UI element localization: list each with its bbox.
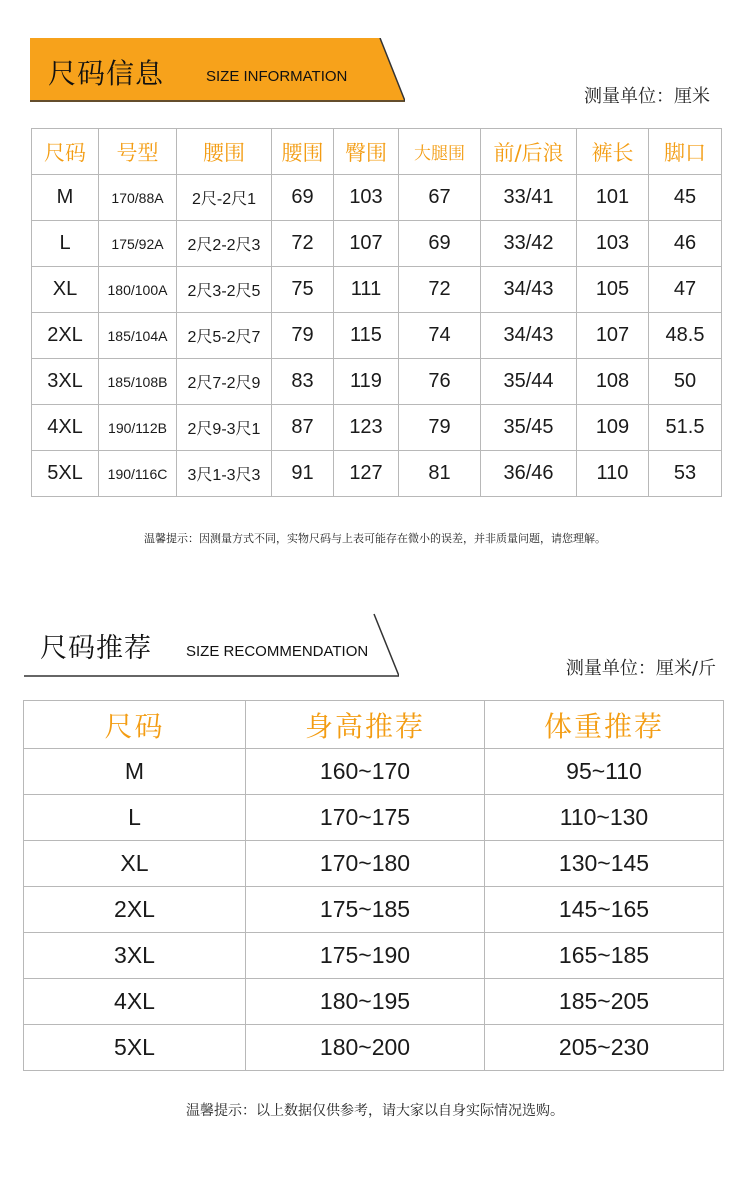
- table-cell: 115: [334, 313, 399, 359]
- table-cell: 185~205: [485, 979, 724, 1025]
- size-info-table: [31, 128, 722, 497]
- header-cell: 大腿围: [399, 129, 481, 175]
- table-cell: 110~130: [485, 795, 724, 841]
- table-cell: 69: [272, 175, 334, 221]
- table-cell: 190/112B: [99, 405, 177, 451]
- table-cell: 83: [272, 359, 334, 405]
- table-cell: 3尺1-3尺3: [177, 451, 272, 497]
- table-row: [24, 795, 724, 841]
- table-cell: 53: [649, 451, 722, 497]
- table-row: [32, 359, 722, 405]
- table-cell: 175~190: [246, 933, 485, 979]
- table-cell: 205~230: [485, 1025, 724, 1071]
- size-recommendation-table: [23, 700, 724, 1071]
- size-info-note: 温馨提示：因测量方式不同，实物尺码与上表可能存在微小的误差，并非质量问题，请您理解。: [144, 532, 606, 545]
- table-cell: 51.5: [649, 405, 722, 451]
- size-info-header-row: [32, 129, 722, 175]
- table-row: [24, 979, 724, 1025]
- table-cell: XL: [24, 841, 246, 887]
- table-cell: 50: [649, 359, 722, 405]
- header-cell: 裤长: [577, 129, 649, 175]
- table-row: [32, 313, 722, 359]
- table-cell: 2XL: [32, 313, 99, 359]
- table-cell: 175/92A: [99, 221, 177, 267]
- header-cell: 尺码: [32, 129, 99, 175]
- table-cell: 91: [272, 451, 334, 497]
- table-cell: 107: [577, 313, 649, 359]
- table-row: [24, 841, 724, 887]
- table-cell: 123: [334, 405, 399, 451]
- table-row: [24, 933, 724, 979]
- table-cell: 87: [272, 405, 334, 451]
- table-cell: M: [32, 175, 99, 221]
- table-cell: 2尺-2尺1: [177, 175, 272, 221]
- table-row: [24, 1025, 724, 1071]
- table-cell: 170~175: [246, 795, 485, 841]
- table-cell: XL: [32, 267, 99, 313]
- size-info-subtitle: SIZE INFORMATION: [206, 68, 348, 85]
- table-cell: 4XL: [32, 405, 99, 451]
- table-cell: 74: [399, 313, 481, 359]
- table-cell: 5XL: [32, 451, 99, 497]
- header-cell: 臀围: [334, 129, 399, 175]
- table-cell: 2XL: [24, 887, 246, 933]
- header-cell: 脚口: [649, 129, 722, 175]
- table-cell: 105: [577, 267, 649, 313]
- table-cell: 45: [649, 175, 722, 221]
- table-cell: 3XL: [24, 933, 246, 979]
- header-cell: 尺码: [24, 701, 246, 749]
- header-cell: 前/后浪: [481, 129, 577, 175]
- header-cell: 腰围: [177, 129, 272, 175]
- size-recommendation-header-row: [24, 701, 724, 749]
- size-recommendation-title: 尺码推荐: [40, 633, 152, 664]
- table-cell: 111: [334, 267, 399, 313]
- table-row: [32, 267, 722, 313]
- size-info-unit: 测量单位：厘米: [584, 86, 710, 107]
- table-row: [32, 451, 722, 497]
- table-cell: 103: [334, 175, 399, 221]
- table-row: [32, 175, 722, 221]
- table-cell: 72: [399, 267, 481, 313]
- table-cell: 81: [399, 451, 481, 497]
- table-cell: 35/45: [481, 405, 577, 451]
- size-recommendation-note: 温馨提示：以上数据仅供参考，请大家以自身实际情况选购。: [186, 1103, 564, 1119]
- header-cell: 身高推荐: [246, 701, 485, 749]
- size-info-title: 尺码信息: [48, 57, 165, 90]
- table-cell: 103: [577, 221, 649, 267]
- table-cell: 48.5: [649, 313, 722, 359]
- table-cell: 3XL: [32, 359, 99, 405]
- table-cell: 109: [577, 405, 649, 451]
- table-cell: 2尺9-3尺1: [177, 405, 272, 451]
- table-cell: 185/108B: [99, 359, 177, 405]
- table-cell: 107: [334, 221, 399, 267]
- table-cell: 180~200: [246, 1025, 485, 1071]
- table-cell: 145~165: [485, 887, 724, 933]
- table-cell: 75: [272, 267, 334, 313]
- table-cell: 36/46: [481, 451, 577, 497]
- table-cell: 2尺7-2尺9: [177, 359, 272, 405]
- table-cell: 69: [399, 221, 481, 267]
- table-cell: 34/43: [481, 313, 577, 359]
- table-cell: 180~195: [246, 979, 485, 1025]
- size-recommendation-unit: 测量单位：厘米/斤: [565, 658, 716, 679]
- table-cell: 190/116C: [99, 451, 177, 497]
- table-cell: 67: [399, 175, 481, 221]
- header-cell: 体重推荐: [485, 701, 724, 749]
- table-row: [24, 749, 724, 795]
- table-cell: 165~185: [485, 933, 724, 979]
- table-cell: 2尺5-2尺7: [177, 313, 272, 359]
- table-cell: 33/41: [481, 175, 577, 221]
- header-cell: 腰围: [272, 129, 334, 175]
- table-row: [24, 887, 724, 933]
- header-cell: 号型: [99, 129, 177, 175]
- size-info-banner: [30, 38, 405, 102]
- table-cell: 33/42: [481, 221, 577, 267]
- table-cell: 110: [577, 451, 649, 497]
- table-cell: L: [32, 221, 99, 267]
- table-cell: 46: [649, 221, 722, 267]
- table-row: [32, 221, 722, 267]
- table-cell: 108: [577, 359, 649, 405]
- table-cell: 47: [649, 267, 722, 313]
- table-cell: 170~180: [246, 841, 485, 887]
- table-cell: 130~145: [485, 841, 724, 887]
- table-cell: 35/44: [481, 359, 577, 405]
- table-cell: 72: [272, 221, 334, 267]
- table-cell: 170/88A: [99, 175, 177, 221]
- table-cell: 79: [272, 313, 334, 359]
- table-cell: 180/100A: [99, 267, 177, 313]
- table-cell: 2尺2-2尺3: [177, 221, 272, 267]
- table-cell: 160~170: [246, 749, 485, 795]
- table-cell: 185/104A: [99, 313, 177, 359]
- table-cell: 119: [334, 359, 399, 405]
- size-recommendation-subtitle: SIZE RECOMMENDATION: [186, 643, 369, 660]
- table-cell: 34/43: [481, 267, 577, 313]
- table-cell: M: [24, 749, 246, 795]
- table-cell: 79: [399, 405, 481, 451]
- table-cell: 76: [399, 359, 481, 405]
- table-cell: 127: [334, 451, 399, 497]
- table-cell: 2尺3-2尺5: [177, 267, 272, 313]
- table-cell: 175~185: [246, 887, 485, 933]
- size-recommendation-banner: [24, 612, 399, 678]
- table-cell: L: [24, 795, 246, 841]
- table-cell: 4XL: [24, 979, 246, 1025]
- table-cell: 5XL: [24, 1025, 246, 1071]
- table-row: [32, 405, 722, 451]
- table-cell: 95~110: [485, 749, 724, 795]
- table-cell: 101: [577, 175, 649, 221]
